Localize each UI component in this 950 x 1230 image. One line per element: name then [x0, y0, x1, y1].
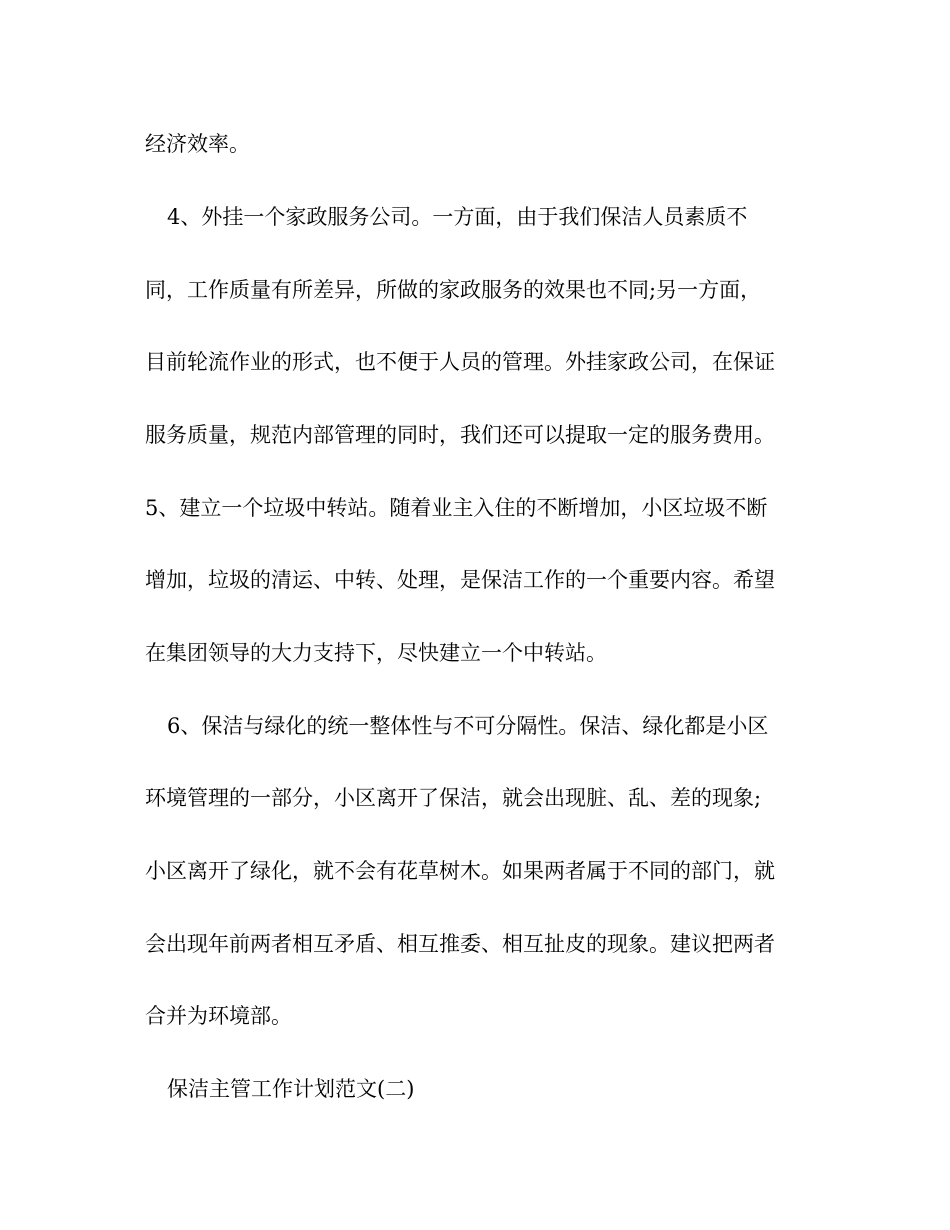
text-line: 6、保洁与绿化的统一整体性与不可分隔性。保洁、绿化都是小区	[167, 714, 769, 738]
text-line: 会出现年前两者相互矛盾、相互推委、相互扯皮的现象。建议把两者	[145, 932, 775, 956]
section-heading: 保洁主管工作计划范文(二)	[167, 1077, 415, 1101]
text-line: 小区离开了绿化，就不会有花草树木。如果两者属于不同的部门，就	[145, 859, 775, 883]
text-line: 在集团领导的大力支持下，尽快建立一个中转站。	[145, 641, 607, 665]
text-line: 经济效率。	[145, 132, 250, 156]
text-line: 合并为环境部。	[145, 1004, 292, 1028]
text-line: 同，工作质量有所差异，所做的家政服务的效果也不同;另一方面，	[145, 278, 762, 302]
text-line: 目前轮流作业的形式，也不便于人员的管理。外挂家政公司，在保证	[145, 350, 775, 374]
text-line: 服务质量，规范内部管理的同时，我们还可以提取一定的服务费用。	[145, 423, 775, 447]
text-line: 环境管理的一部分，小区离开了保洁，就会出现脏、乱、差的现象;	[145, 786, 762, 810]
text-line: 4、外挂一个家政服务公司。一方面，由于我们保洁人员素质不	[167, 205, 748, 229]
text-line: 5、建立一个垃圾中转站。随着业主入住的不断增加，小区垃圾不断	[145, 496, 768, 520]
text-line: 增加，垃圾的清运、中转、处理，是保洁工作的一个重要内容。希望	[145, 568, 775, 592]
